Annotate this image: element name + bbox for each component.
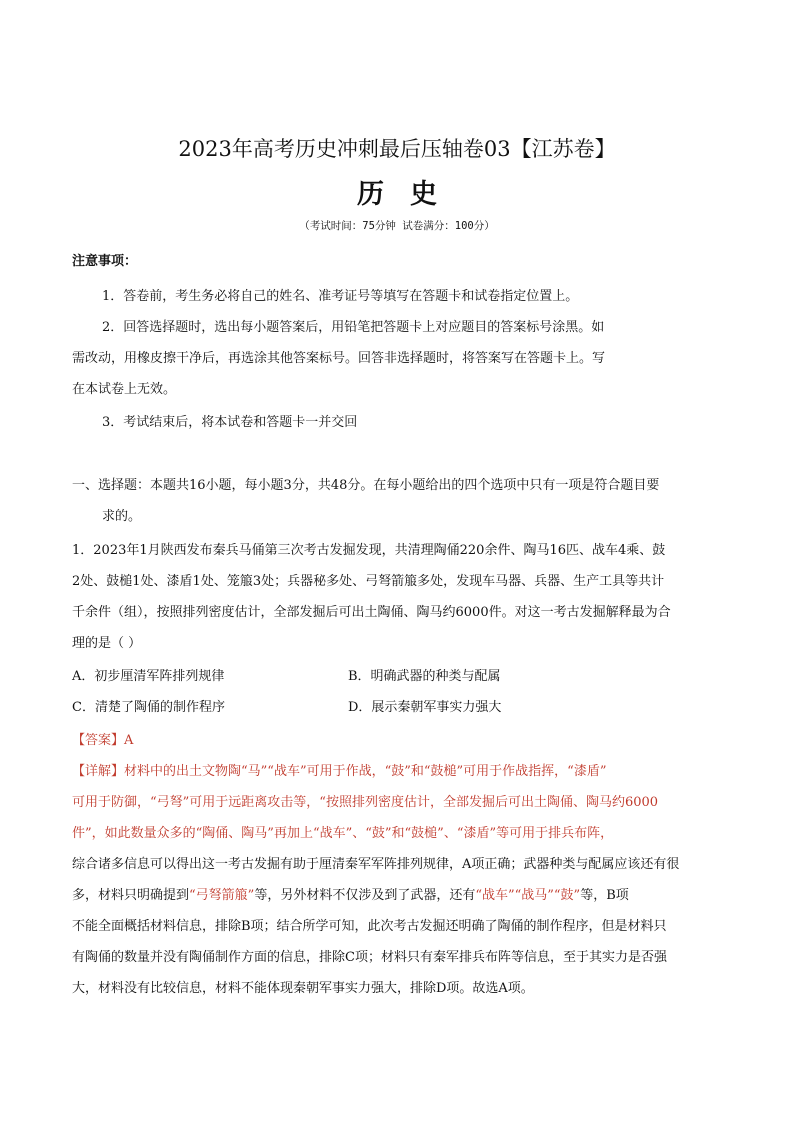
exam-title: 2023年高考历史冲刺最后压轴卷03【江苏卷】: [178, 137, 616, 161]
notice-item-3: 3．考试结束后，将本试卷和答题卡一并交回: [102, 415, 358, 430]
answer-line: [72, 729, 133, 748]
detail-5a: 多，材料只明确提到: [72, 888, 190, 903]
detail-line-4: 综合诸多信息可以得出这一考古发掘有助于厘清秦军军阵排列规律，A项正确；武器种类与配属应该还有很: [72, 857, 680, 872]
notice-item-2-cont: 需改动，用橡皮擦干净后，再选涂其他答案标号。回答非选择题时，将答案写在答题卡上。写: [72, 351, 606, 366]
detail-line-1: [72, 760, 606, 779]
detail-line-5: [72, 884, 629, 903]
detail-text-1: 材料中的出土文物陶“马”“战车”可用于作战，“鼓”和“鼓槌”可用于作战指挥，“漆盾”: [124, 764, 607, 779]
detail-line-6: 不能全面概括材料信息，排除B项；结合所学可知，此次考古发掘还明确了陶俑的制作程序，但是材料只: [72, 919, 667, 934]
detail-line-8: 大，材料没有比较信息，材料不能体现秦朝军事实力强大，排除D项。故选A项。: [72, 981, 534, 996]
notice-heading: 注意事项：: [72, 254, 138, 269]
option-c: C．清楚了陶俑的制作程序: [72, 700, 225, 715]
detail-5e: 等，B项: [580, 888, 629, 903]
detail-5d: “战车”“战马”“鼓”: [475, 888, 581, 903]
question-stem: 1．2023年1月陕西发布秦兵马俑第三次考古发掘发现，共清理陶俑220余件、陶马16匹、战车4乘、鼓: [72, 543, 666, 558]
subject-title: 历史: [357, 179, 463, 210]
option-d: D．展示秦朝军事实力强大: [348, 700, 502, 715]
detail-5c: 等，另外材料不仅涉及到了武器，还有: [254, 888, 476, 903]
option-b: B．明确武器的种类与配属: [348, 669, 501, 684]
detail-line-3: 件”，如此数量众多的“陶俑、陶马”再加上“战车”、“鼓”和“鼓槌”、“漆盾”等可用于排兵布阵，: [72, 826, 614, 841]
answer-value: A: [124, 733, 134, 748]
notice-item-2-end: 在本试卷上无效。: [72, 382, 177, 397]
section-heading-cont: 求的。: [102, 509, 142, 524]
exam-info: （考试时间：75分钟 试卷满分：100分）: [299, 220, 495, 232]
option-a: A．初步厘清军阵排列规律: [72, 669, 225, 684]
notice-item-2: 2．回答选择题时，选出每小题答案后，用铅笔把答题卡上对应题目的答案标号涂黑。如: [102, 320, 605, 335]
detail-line-7: 有陶俑的数量并没有陶俑制作方面的信息，排除C项；材料只有秦军排兵布阵等信息，至于其实力是否强: [72, 950, 667, 965]
detail-5b: “弓弩箭箙”: [189, 888, 255, 903]
detail-label: 【详解】: [72, 764, 125, 779]
question-stem-line3: 千余件（组），按照排列密度估计，全部发掘后可出土陶俑、陶马约6000件。对这一考古发掘解释最为合: [72, 605, 671, 620]
answer-label: 【答案】: [72, 733, 125, 748]
section-heading: 一、选择题：本题共16小题，每小题3分，共48分。在每小题给出的四个选项中只有一项是符合题目要: [72, 478, 660, 493]
detail-line-2: 可用于防御，“弓弩”可用于远距离攻击等，“按照排列密度估计，全部发掘后可出土陶俑、陶马约6000: [72, 795, 659, 810]
notice-item-1: 1．答卷前，考生务必将自己的姓名、准考证号等填写在答题卡和试卷指定位置上。: [102, 289, 579, 304]
question-stem-line2: 2处、鼓槌1处、漆盾1处、笼箙3处；兵器秘多处、弓弩箭箙多处，发现车马器、兵器、生产工具等共计: [72, 574, 665, 589]
question-stem-line4: 理的是（ ）: [72, 636, 142, 651]
